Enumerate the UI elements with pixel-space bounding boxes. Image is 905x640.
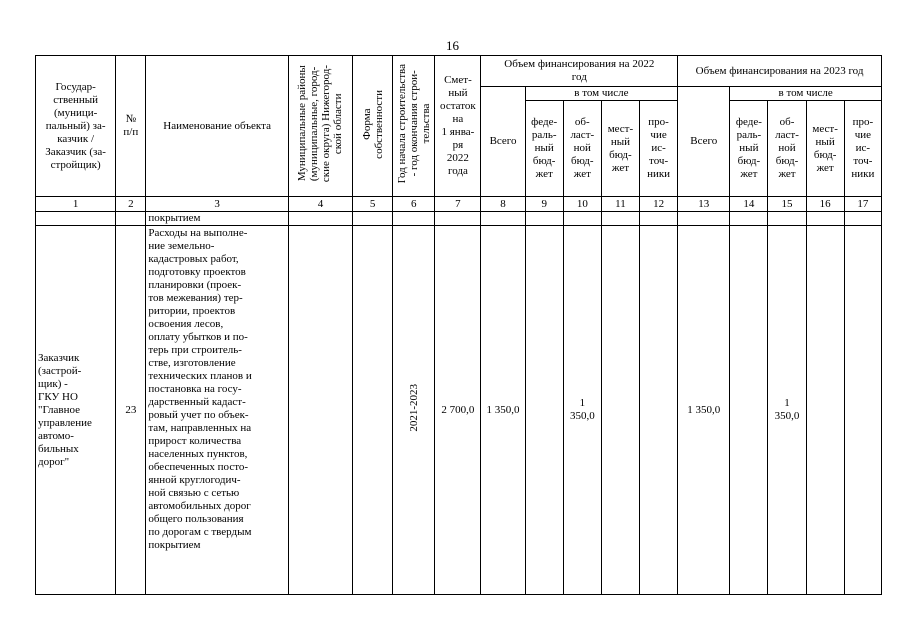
row-local-2023 xyxy=(806,226,844,595)
column-number: 11 xyxy=(601,197,639,212)
header-regional-2022: об- ласт- ной бюд- жет xyxy=(563,101,601,197)
column-number: 1 xyxy=(36,197,116,212)
header-total-2022: Всего xyxy=(481,87,525,197)
row-remainder: 2 700,0 xyxy=(435,226,481,595)
header-fin-2023: Объем финансирования на 2023 год xyxy=(678,56,882,87)
header-regional-2023: об- ласт- ной бюд- жет xyxy=(768,101,806,197)
column-number: 16 xyxy=(806,197,844,212)
row-years: 2021-2023 xyxy=(393,226,435,595)
row-number: 23 xyxy=(116,226,146,595)
column-number: 9 xyxy=(525,197,563,212)
column-number: 5 xyxy=(353,197,393,212)
header-including-2022: в том числе xyxy=(525,87,678,101)
column-number: 15 xyxy=(768,197,806,212)
column-numbers-row xyxy=(36,197,882,212)
row-other-2023 xyxy=(844,226,881,595)
column-number: 6 xyxy=(393,197,435,212)
row-object-name: Расходы на выполне- ние земельно- кадастровых работ, подготовку проектов планировки (проек- тов межевания) тер- ритории, проектов освоения лесов, оплату убытков и по- терь при строитель- стве, изготовление технических планов и постановка на госу- дарственный кадаст- ровый учет по объек- там, направленных на прирост количества населенных пунктов, обеспеченных посто- янной круглогодич- ной связью с сетью автомобильных дорог общего пользования по дорогам с твердым покрытием xyxy=(146,226,288,595)
header-num: № п/п xyxy=(116,56,146,197)
header-customer: Государ- ственный (муници- пальный) за- казчик / Заказчик (за- стройщик) xyxy=(36,56,116,197)
continuation-row xyxy=(36,212,882,226)
row-total-2022: 1 350,0 xyxy=(481,226,525,595)
table-row xyxy=(36,226,882,595)
row-ownership xyxy=(353,226,393,595)
column-number: 10 xyxy=(563,197,601,212)
column-number: 7 xyxy=(435,197,481,212)
header-districts: Муниципальные районы (муниципальные, город- ские округа) Нижегород- ской области xyxy=(288,56,352,197)
financing-table xyxy=(35,55,882,595)
row-districts xyxy=(288,226,352,595)
header-other-2022: про- чие ис- точ- ники xyxy=(640,101,678,197)
row-federal-2023 xyxy=(730,226,768,595)
header-fin-2022: Объем финансирования на 2022 год xyxy=(481,56,678,87)
header-federal-2023: феде- раль- ный бюд- жет xyxy=(730,101,768,197)
row-other-2022 xyxy=(640,226,678,595)
column-number: 12 xyxy=(640,197,678,212)
row-federal-2022 xyxy=(525,226,563,595)
header-local-2022: мест- ный бюд- жет xyxy=(601,101,639,197)
row-regional-2023: 1 350,0 xyxy=(768,226,806,595)
page-number: 16 xyxy=(446,38,459,53)
header-total-2023: Всего xyxy=(678,87,730,197)
header-ownership: Форма собственности xyxy=(353,56,393,197)
header-federal-2022: феде- раль- ный бюд- жет xyxy=(525,101,563,197)
row-total-2023: 1 350,0 xyxy=(678,226,730,595)
row-regional-2022: 1 350,0 xyxy=(563,226,601,595)
column-number: 8 xyxy=(481,197,525,212)
column-number: 14 xyxy=(730,197,768,212)
column-number: 4 xyxy=(288,197,352,212)
header-remainder: Смет- ный остаток на 1 янва- ря 2022 года xyxy=(435,56,481,197)
header-years: Год начала строительства - год окончания строи- тельства xyxy=(393,56,435,197)
column-number: 17 xyxy=(844,197,881,212)
row-local-2022 xyxy=(601,226,639,595)
column-number: 3 xyxy=(146,197,288,212)
header-local-2023: мест- ный бюд- жет xyxy=(806,101,844,197)
row-customer: Заказчик (застрой- щик) - ГКУ НО "Главное управление автомо- бильных дорог" xyxy=(36,226,116,595)
column-number: 13 xyxy=(678,197,730,212)
continuation-text: покрытием xyxy=(146,212,288,226)
column-number: 2 xyxy=(116,197,146,212)
header-including-2023: в том числе xyxy=(730,87,882,101)
header-other-2023: про- чие ис- точ- ники xyxy=(844,101,881,197)
header-object-name: Наименование объекта xyxy=(146,56,288,197)
